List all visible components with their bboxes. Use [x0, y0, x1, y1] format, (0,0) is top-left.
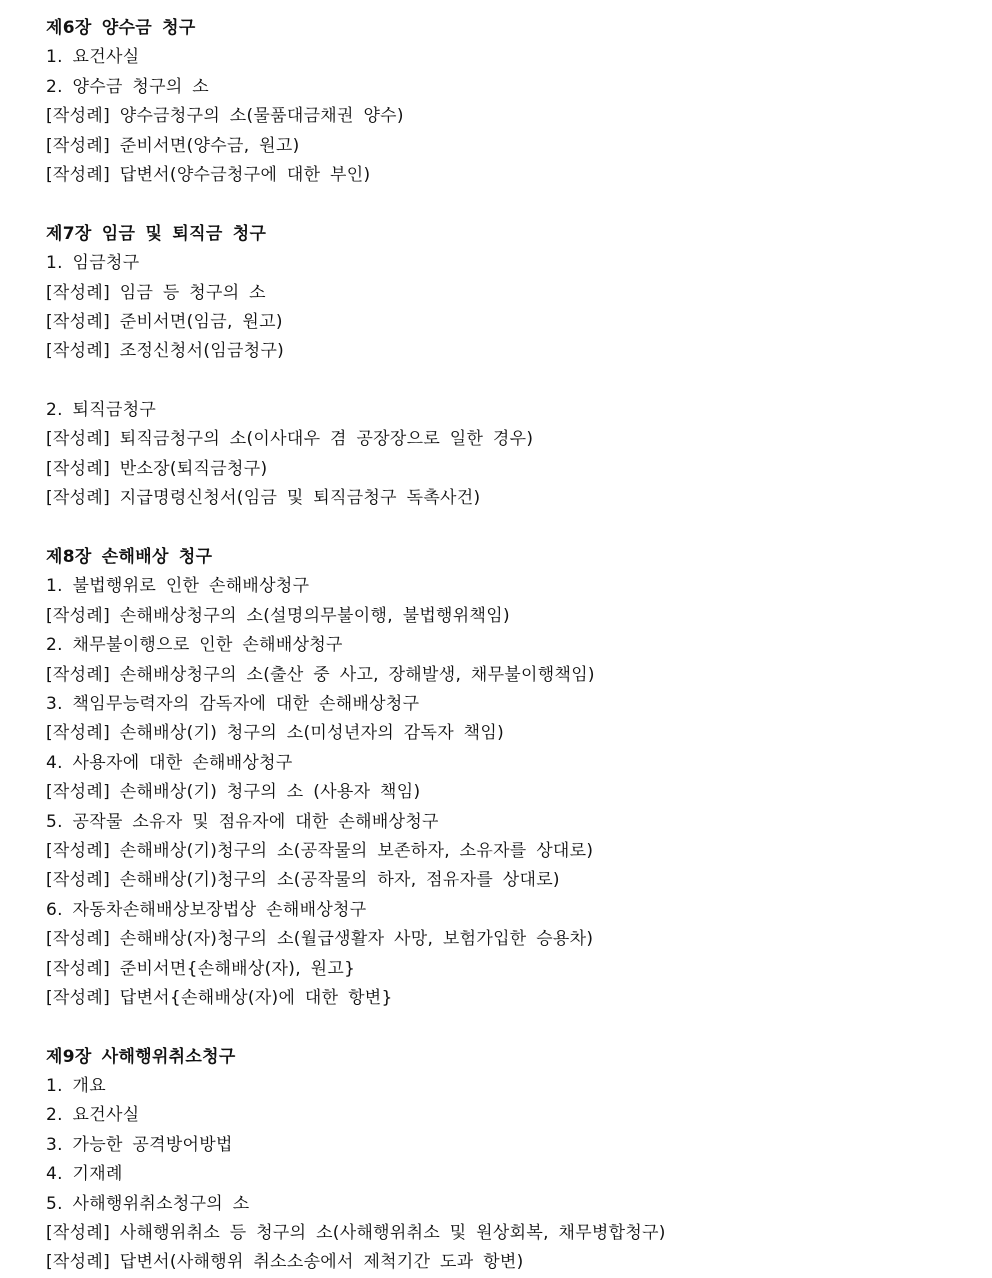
- section-spacer: [46, 514, 966, 543]
- list-item: 1. 임금청구: [46, 253, 140, 274]
- list-item: 2. 퇴직금청구: [46, 400, 157, 421]
- list-item: [작성례] 손해배상청구의 소(설명의무불이행, 불법행위책임): [46, 605, 510, 626]
- list-item: [작성례] 양수금청구의 소(물품대금채권 양수): [46, 106, 404, 127]
- list-item: 2. 요건사실: [46, 1105, 140, 1126]
- list-item: [작성례] 준비서면(임금, 원고): [46, 311, 283, 332]
- chapter-title: 제8장 손해배상 청구: [46, 547, 213, 568]
- list-item: [작성례] 손해배상(자)청구의 소(월급생활자 사망, 보험가입한 승용차): [46, 929, 594, 950]
- list-item: [작성례] 준비서면(양수금, 원고): [46, 135, 300, 156]
- list-item: [작성례] 지급명령신청서(임금 및 퇴직금청구 독촉사건): [46, 488, 481, 509]
- list-item: [작성례] 사해행위취소 등 청구의 소(사해행위취소 및 원상회복, 채무병합청구): [46, 1223, 666, 1244]
- list-item: [작성례] 답변서{손해배상(자)에 대한 항변}: [46, 987, 393, 1008]
- blank-line: [46, 367, 966, 396]
- list-item: 5. 공작물 소유자 및 점유자에 대한 손해배상청구: [46, 811, 439, 832]
- list-item: 1. 개요: [46, 1076, 106, 1097]
- list-item: [작성례] 손해배상청구의 소(출산 중 사고, 장해발생, 채무불이행책임): [46, 664, 595, 685]
- list-item: [작성례] 손해배상(기)청구의 소(공작물의 하자, 점유자를 상대로): [46, 870, 560, 891]
- section-spacer: [46, 190, 966, 219]
- list-item: [작성례] 임금 등 청구의 소: [46, 282, 266, 303]
- chapter-title: 제9장 사해행위취소청구: [46, 1046, 236, 1067]
- chapter-title: 제6장 양수금 청구: [46, 18, 196, 38]
- list-item: [작성례] 퇴직금청구의 소(이사대우 겸 공장장으로 일한 경우): [46, 429, 534, 450]
- list-item: 4. 기재례: [46, 1164, 123, 1185]
- document-body: [46, 14, 966, 1278]
- list-item: [작성례] 답변서(사해행위 취소소송에서 제척기간 도과 항변): [46, 1252, 524, 1273]
- list-item: 5. 사해행위취소청구의 소: [46, 1193, 250, 1214]
- list-item: [작성례] 반소장(퇴직금청구): [46, 458, 268, 479]
- list-item: [작성례] 손해배상(기)청구의 소(공작물의 보존하자, 소유자를 상대로): [46, 840, 594, 861]
- list-item: 4. 사용자에 대한 손해배상청구: [46, 752, 293, 773]
- list-item: 1. 불법행위로 인한 손해배상청구: [46, 576, 310, 597]
- list-item: [작성례] 손해배상(기) 청구의 소(미성년자의 감독자 책임): [46, 723, 504, 744]
- list-item: 2. 채무불이행으로 인한 손해배상청구: [46, 635, 343, 656]
- section-spacer: [46, 1013, 966, 1042]
- list-item: [작성례] 손해배상(기) 청구의 소 (사용자 책임): [46, 782, 421, 803]
- list-item: 1. 요건사실: [46, 47, 140, 68]
- list-item: 3. 책임무능력자의 감독자에 대한 손해배상청구: [46, 693, 420, 714]
- list-item: [작성례] 준비서면{손해배상(자), 원고}: [46, 958, 356, 979]
- list-item: [작성례] 답변서(양수금청구에 대한 부인): [46, 164, 371, 185]
- list-item: 2. 양수금 청구의 소: [46, 76, 209, 97]
- list-item: [작성례] 조정신청서(임금청구): [46, 341, 285, 362]
- chapter-title: 제7장 임금 및 퇴직금 청구: [46, 223, 267, 244]
- list-item: 3. 가능한 공격방어방법: [46, 1134, 233, 1155]
- list-item: 6. 자동차손해배상보장법상 손해배상청구: [46, 899, 367, 920]
